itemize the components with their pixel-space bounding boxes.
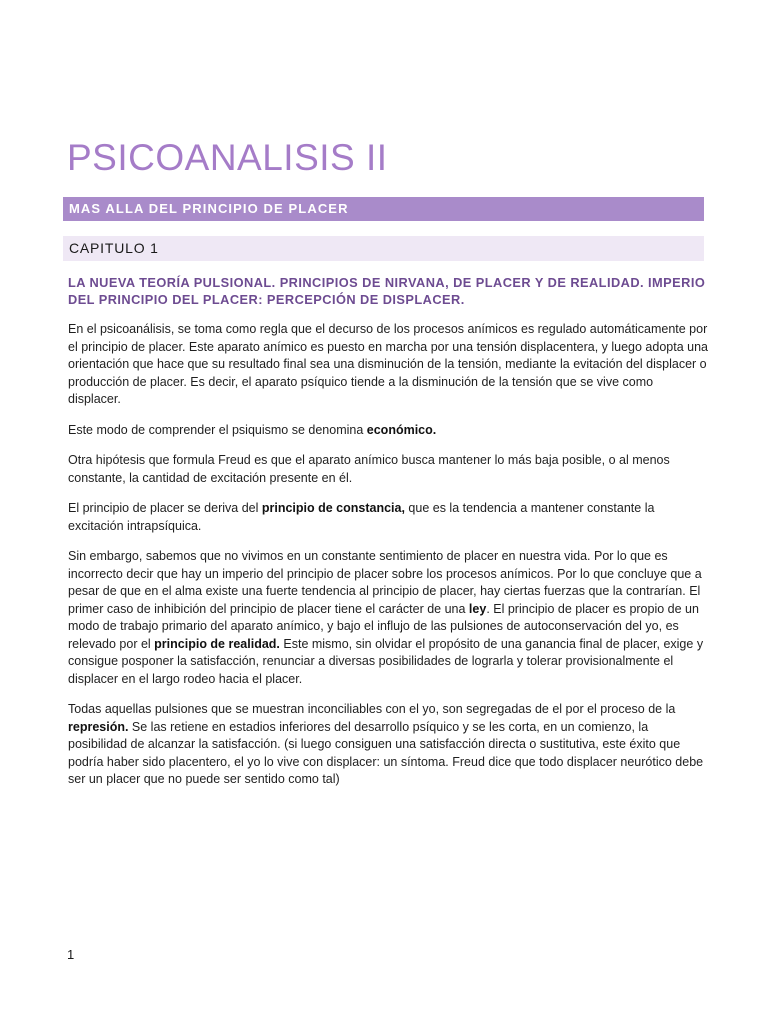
paragraph-5-bold-1: ley: [468, 601, 487, 616]
paragraph-2-bold: económico.: [366, 422, 437, 437]
chapter-label: CAPITULO 1: [69, 240, 159, 256]
paragraph-4-bold: principio de constancia,: [261, 501, 405, 515]
page-number: 1: [67, 947, 75, 962]
paragraph-6-before: Todas aquellas pulsiones que se muestran inconciliables con el yo, son segregadas de el por el proceso de la: [68, 702, 676, 716]
paragraph-3: Otra hipótesis que formula Freud es que el aparato anímico busca mantener lo más baja posible, o al menos constante, la cantidad de excitación presente en él.: [68, 453, 670, 485]
paragraph-6-bold: represión.: [68, 719, 129, 734]
paragraph-4-before: El principio de placer se deriva del: [68, 501, 262, 515]
section-banner: [63, 197, 704, 221]
paragraph-6: [68, 701, 708, 789]
paragraph-1: En el psicoanálisis, se toma como regla que el decurso de los procesos anímicos es regulado automáticamente por el principio de placer. Este aparato anímico es puesto en marcha por una tensión displacentera, y luego adopta una orientación que hace que su resultado final sea una disminución de la tensión, mediante la evitación del displacer o producción de placer. Es decir, el aparato psíquico tiende a la disminución de la tensión que se vive como displacer.: [68, 322, 708, 406]
paragraph-5-bold-2: principio de realidad.: [154, 636, 280, 651]
document-body: [68, 321, 708, 802]
paragraph-5-c: Este mismo, sin olvidar el propósito de una ganancia final de placer, exige y consigue posponer la satisfacción, renunciar a diversas posibilidades de lograrla y tolerar provisionalmente el displacer en el largo rodeo hacia el placer.: [68, 636, 704, 686]
paragraph-5: [68, 548, 708, 688]
document-title: PSICOANALISIS II: [67, 137, 388, 178]
paragraph-5-a: Sin embargo, sabemos que no vivimos en un constante sentimiento de placer en nuestra vida. Por lo que es incorrecto decir que hay un imperio del principio de placer sobre los procesos anímicos. Por lo que concluye que a pesar de que en el alma existe una fuerte tendencia al principio de placer, hay ciertas fuerzas que la contrarían. El primer caso de inhibición del principio de placer tiene el carácter de una: [68, 549, 702, 616]
chapter-bar: [63, 236, 704, 261]
paragraph-2: [68, 422, 708, 440]
paragraph-4-after: que es la tendencia a mantener constante la excitación intrapsíquica.: [68, 501, 655, 533]
paragraph-6-after: Se las retiene en estadios inferiores del desarrollo psíquico y se les corta, en un comienzo, la posibilidad de alcanzar la satisfacción. (si luego consiguen una satisfacción directa o sustitutiva, este éxito que podría haber sido placentero, el yo lo vive con displacer: un síntoma. Freud dice que todo displacer neurótico debe ser un placer que no puede ser sentido como tal): [68, 719, 704, 786]
paragraph-2-text: Este modo de comprender el psiquismo se denomina: [68, 422, 367, 437]
paragraph-5-b: . El principio de placer es propio de un modo de trabajo primario del aparato anímico, y bajo el influjo de las pulsiones de autoconservación del yo, es relevado por el: [68, 601, 699, 651]
section-heading: LA NUEVA TEORÍA PULSIONAL. PRINCIPIOS DE NIRVANA, DE PLACER Y DE REALIDAD. IMPERIO DEL PRINCIPIO DEL PLACER: PERCEPCIÓN DE DISPLACER.: [68, 275, 706, 307]
paragraph-4: [68, 500, 708, 535]
section-banner-label: MAS ALLA DEL PRINCIPIO DE PLACER: [69, 201, 349, 216]
